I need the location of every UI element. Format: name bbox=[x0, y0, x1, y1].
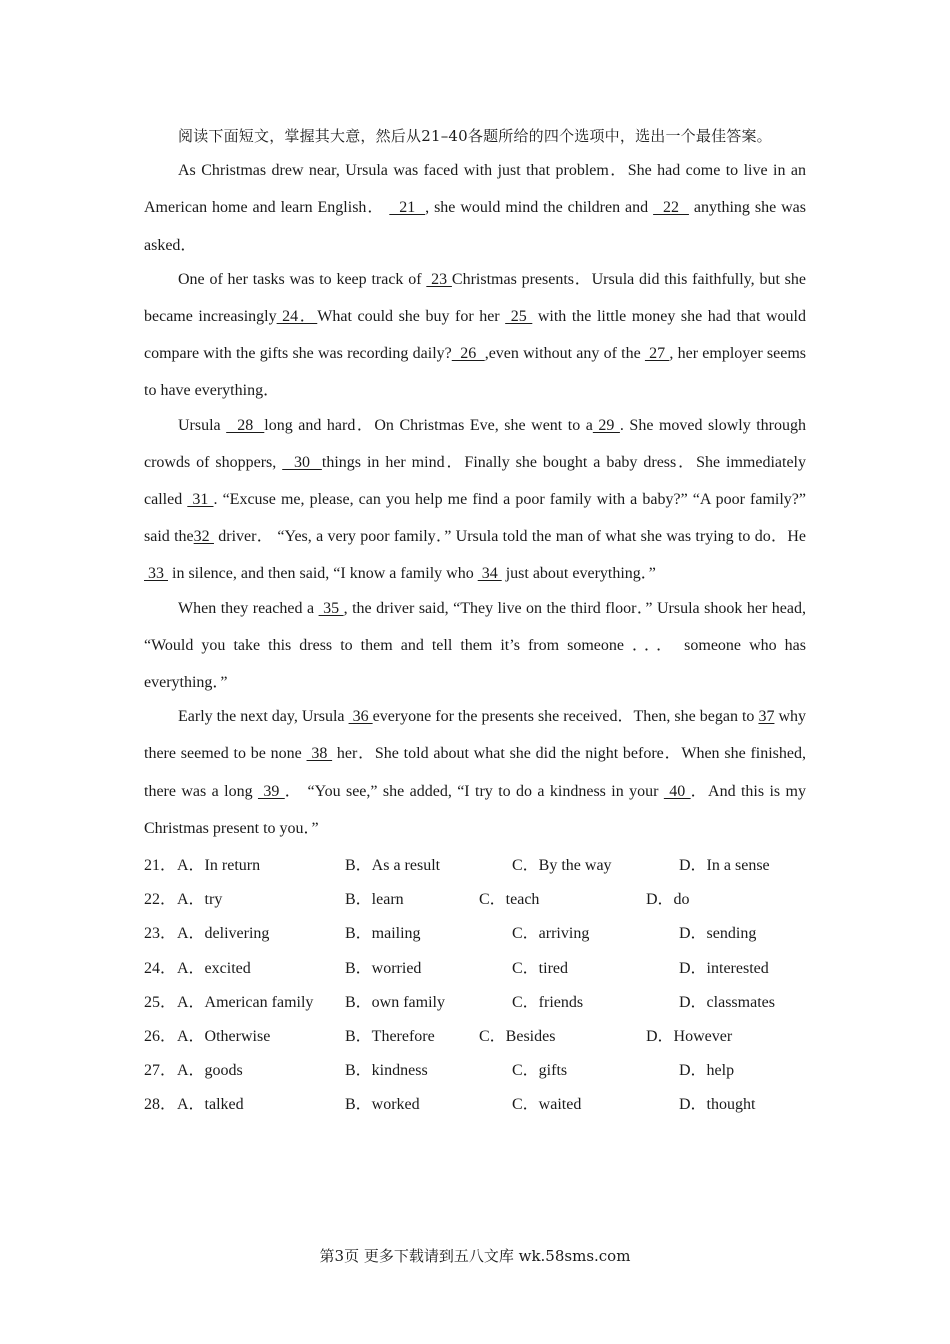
option-a: A．American family bbox=[177, 993, 314, 1011]
option-a: A．delivering bbox=[177, 925, 270, 943]
question-number: 25． bbox=[144, 993, 177, 1011]
blank-35: 35 bbox=[318, 599, 344, 617]
option-d: D．help bbox=[679, 1062, 735, 1080]
blank-31: 31 bbox=[187, 491, 214, 509]
option-c: C．By the way bbox=[512, 857, 612, 875]
question-number: 22． bbox=[144, 891, 177, 909]
option-d: D．sending bbox=[679, 925, 757, 943]
option-c: C．tired bbox=[512, 959, 568, 977]
question-22-options bbox=[144, 883, 806, 917]
question-25-options bbox=[144, 986, 806, 1020]
option-c: C．arriving bbox=[512, 925, 590, 943]
blank-32: 32 bbox=[193, 528, 214, 546]
question-number: 24． bbox=[144, 959, 177, 977]
option-b: B．worried bbox=[345, 959, 422, 977]
answer-options bbox=[144, 849, 806, 1123]
blank-25: 25 bbox=[505, 308, 533, 326]
blank-37: 37 bbox=[758, 708, 775, 726]
passage-paragraph-2: One of her tasks was to keep track of 23 Christmas presents．Ursula did this faithfully, but she became increasingly 24．What could she buy for her 25 with the little money she had that would compare with the gifts she was recording daily? 26 ,even without any of the 27 , her employer seems to have everything． bbox=[144, 270, 807, 400]
option-b: B．worked bbox=[345, 1096, 420, 1114]
option-d: D．interested bbox=[679, 959, 769, 977]
passage-paragraph-5: Early the next day, Ursula 36 everyone for the presents she received．Then, she began to 37 why there seemed to be none 38 her．She told about what she did the night before．When she finished, there was a long 39 ． “You see,” she added, “I try to do a kindness in your 40 ．And this is my Christmas present to you．” bbox=[144, 708, 807, 837]
option-b: B．own family bbox=[345, 993, 445, 1011]
option-c: C．waited bbox=[512, 1096, 582, 1114]
option-c: C．Besides bbox=[479, 1028, 556, 1045]
instruction-text: 阅读下面短文，掌握其大意，然后从21–40各题所给的四个选项中，选出一个最佳答案。 bbox=[178, 127, 772, 145]
blank-40: 40 bbox=[663, 782, 691, 800]
option-d: D．In a sense bbox=[679, 857, 770, 875]
blank-38: 38 bbox=[306, 745, 333, 763]
option-b: B．learn bbox=[345, 891, 404, 909]
option-b: B．As a result bbox=[345, 857, 441, 875]
blank-34: 34 bbox=[477, 565, 502, 583]
blank-36: 36 bbox=[348, 708, 373, 726]
question-24-options bbox=[144, 952, 806, 986]
blank-26: 26 bbox=[451, 345, 485, 363]
blank-39: 39 bbox=[257, 782, 285, 800]
option-c: C．gifts bbox=[512, 1062, 568, 1080]
option-a: A．try bbox=[177, 891, 223, 909]
question-number: 26． bbox=[144, 1028, 177, 1045]
passage-paragraph-4: When they reached a 35 , the driver said, “They live on the third floor．” Ursula shook her head, “Would you take this dress to them and tell them it’s from someone ．．． someone who has everything．” bbox=[144, 599, 806, 692]
option-d: D．classmates bbox=[679, 993, 775, 1011]
option-b: B．kindness bbox=[345, 1062, 428, 1080]
blank-30: 30 bbox=[282, 453, 322, 471]
document-page bbox=[144, 118, 806, 1123]
option-a: A．Otherwise bbox=[177, 1028, 271, 1045]
blank-22: 22 bbox=[653, 199, 689, 217]
option-a: A．talked bbox=[177, 1096, 244, 1114]
option-a: A．goods bbox=[177, 1062, 243, 1080]
blank-29: 29 bbox=[592, 416, 620, 434]
question-26-options bbox=[144, 1020, 806, 1054]
option-b: B．Therefore bbox=[345, 1028, 435, 1045]
question-number: 23． bbox=[144, 925, 177, 943]
question-28-options bbox=[144, 1088, 806, 1122]
question-number: 21． bbox=[144, 857, 177, 875]
option-d: D．thought bbox=[679, 1096, 756, 1114]
option-a: A．In return bbox=[177, 857, 261, 875]
option-d: D．do bbox=[646, 891, 690, 909]
blank-33: 33 bbox=[144, 565, 168, 583]
blank-23: 23 bbox=[426, 270, 452, 288]
page-footer: 第3页 更多下载请到五八文库 wk.58sms.com bbox=[319, 1247, 631, 1265]
blank-21: 21 bbox=[389, 199, 426, 217]
option-b: B．mailing bbox=[345, 925, 421, 943]
question-27-options bbox=[144, 1054, 806, 1088]
option-c: C．friends bbox=[512, 993, 584, 1011]
option-d: D．However bbox=[646, 1028, 733, 1045]
question-23-options bbox=[144, 917, 806, 951]
blank-27: 27 bbox=[644, 345, 670, 363]
option-a: A．excited bbox=[177, 959, 251, 977]
blank-24: 24． bbox=[276, 308, 318, 326]
question-number: 27． bbox=[144, 1062, 177, 1080]
passage-paragraph-1: As Christmas drew near, Ursula was faced with just that problem．She had come to live in an American home and learn English． 21 , she would mind the children and 22 anything she was asked． bbox=[144, 162, 807, 254]
question-number: 28． bbox=[144, 1096, 177, 1114]
passage-paragraph-3: Ursula 28 long and hard．On Christmas Eve, she went to a 29 . She moved slowly through crowds of shoppers, 30 things in her mind．Finally she bought a baby dress．She immediately called 31 . “Excuse me, please, can you help me find a poor family with a baby?” “A poor family?” said the32 driver． “Yes, a very poor family．” Ursula told the man of what she was trying to do．He 33 in silence, and then said, “I know a family who 34 just about everything．” bbox=[144, 416, 807, 583]
question-21-options bbox=[144, 849, 806, 883]
blank-28: 28 bbox=[226, 416, 265, 434]
option-c: C．teach bbox=[479, 891, 540, 909]
